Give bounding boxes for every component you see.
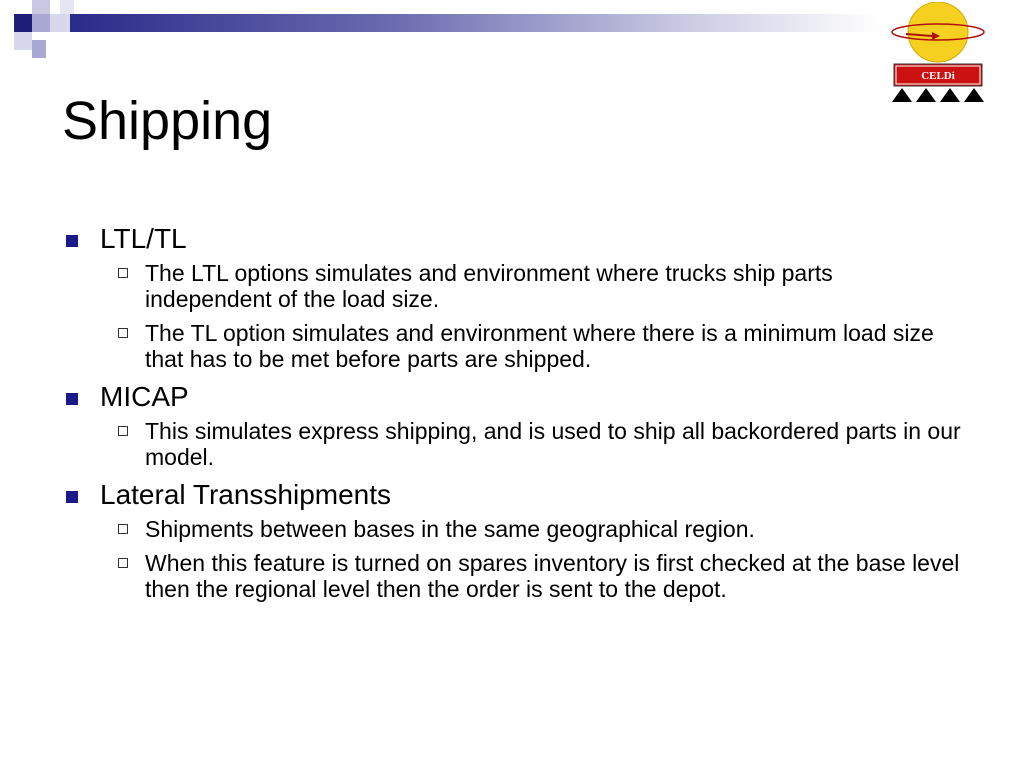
hollow-square-bullet-icon: [118, 524, 128, 534]
sub-bullet-item: [62, 418, 962, 470]
bullet-text: MICAP: [100, 381, 189, 412]
sub-bullet-text: The TL option simulates and environment where there is a minimum load size that has to be met before parts are shipped.: [145, 320, 934, 372]
hollow-square-bullet-icon: [118, 328, 128, 338]
decor-square: [32, 40, 46, 58]
hollow-square-bullet-icon: [118, 558, 128, 568]
sub-bullet-item: [62, 320, 962, 372]
decor-square: [50, 14, 70, 32]
decor-square: [14, 14, 32, 32]
celdi-logo: [886, 2, 990, 106]
globe-icon: [908, 2, 968, 62]
decor-square: [60, 0, 74, 14]
triangle-icon: [916, 88, 936, 102]
header-band: [0, 0, 880, 40]
triangle-icon: [940, 88, 960, 102]
triangle-icon: [892, 88, 912, 102]
square-bullet-icon: [66, 393, 78, 405]
header-gradient-bar: [70, 14, 880, 32]
decor-square: [32, 14, 50, 32]
sub-bullet-text: The LTL options simulates and environment where trucks ship parts independent of the load size.: [145, 260, 833, 312]
triangle-icon: [964, 88, 984, 102]
slide-body: [62, 222, 962, 610]
sub-bullet-item: [62, 550, 962, 602]
logo-graphic: [886, 2, 990, 106]
bullet-text: LTL/TL: [100, 223, 187, 254]
logo-text: CELDi: [921, 70, 955, 82]
slide-title: Shipping: [62, 91, 273, 151]
sub-bullet-text: When this feature is turned on spares inventory is first checked at the base level then the regional level then the order is sent to the depot.: [145, 550, 960, 602]
decor-square: [14, 32, 32, 50]
bullet-text: Lateral Transshipments: [100, 479, 392, 510]
hollow-square-bullet-icon: [118, 426, 128, 436]
sub-bullet-item: [62, 260, 962, 312]
bullet-item: [62, 222, 962, 256]
square-bullet-icon: [66, 235, 78, 247]
square-bullet-icon: [66, 491, 78, 503]
bullet-item: [62, 478, 962, 512]
sub-bullet-text: This simulates express shipping, and is used to ship all backordered parts in our model.: [145, 418, 961, 470]
decor-square: [32, 0, 50, 14]
sub-bullet-item: [62, 516, 962, 542]
bullet-item: [62, 380, 962, 414]
sub-bullet-text: Shipments between bases in the same geographical region.: [145, 516, 755, 542]
hollow-square-bullet-icon: [118, 268, 128, 278]
